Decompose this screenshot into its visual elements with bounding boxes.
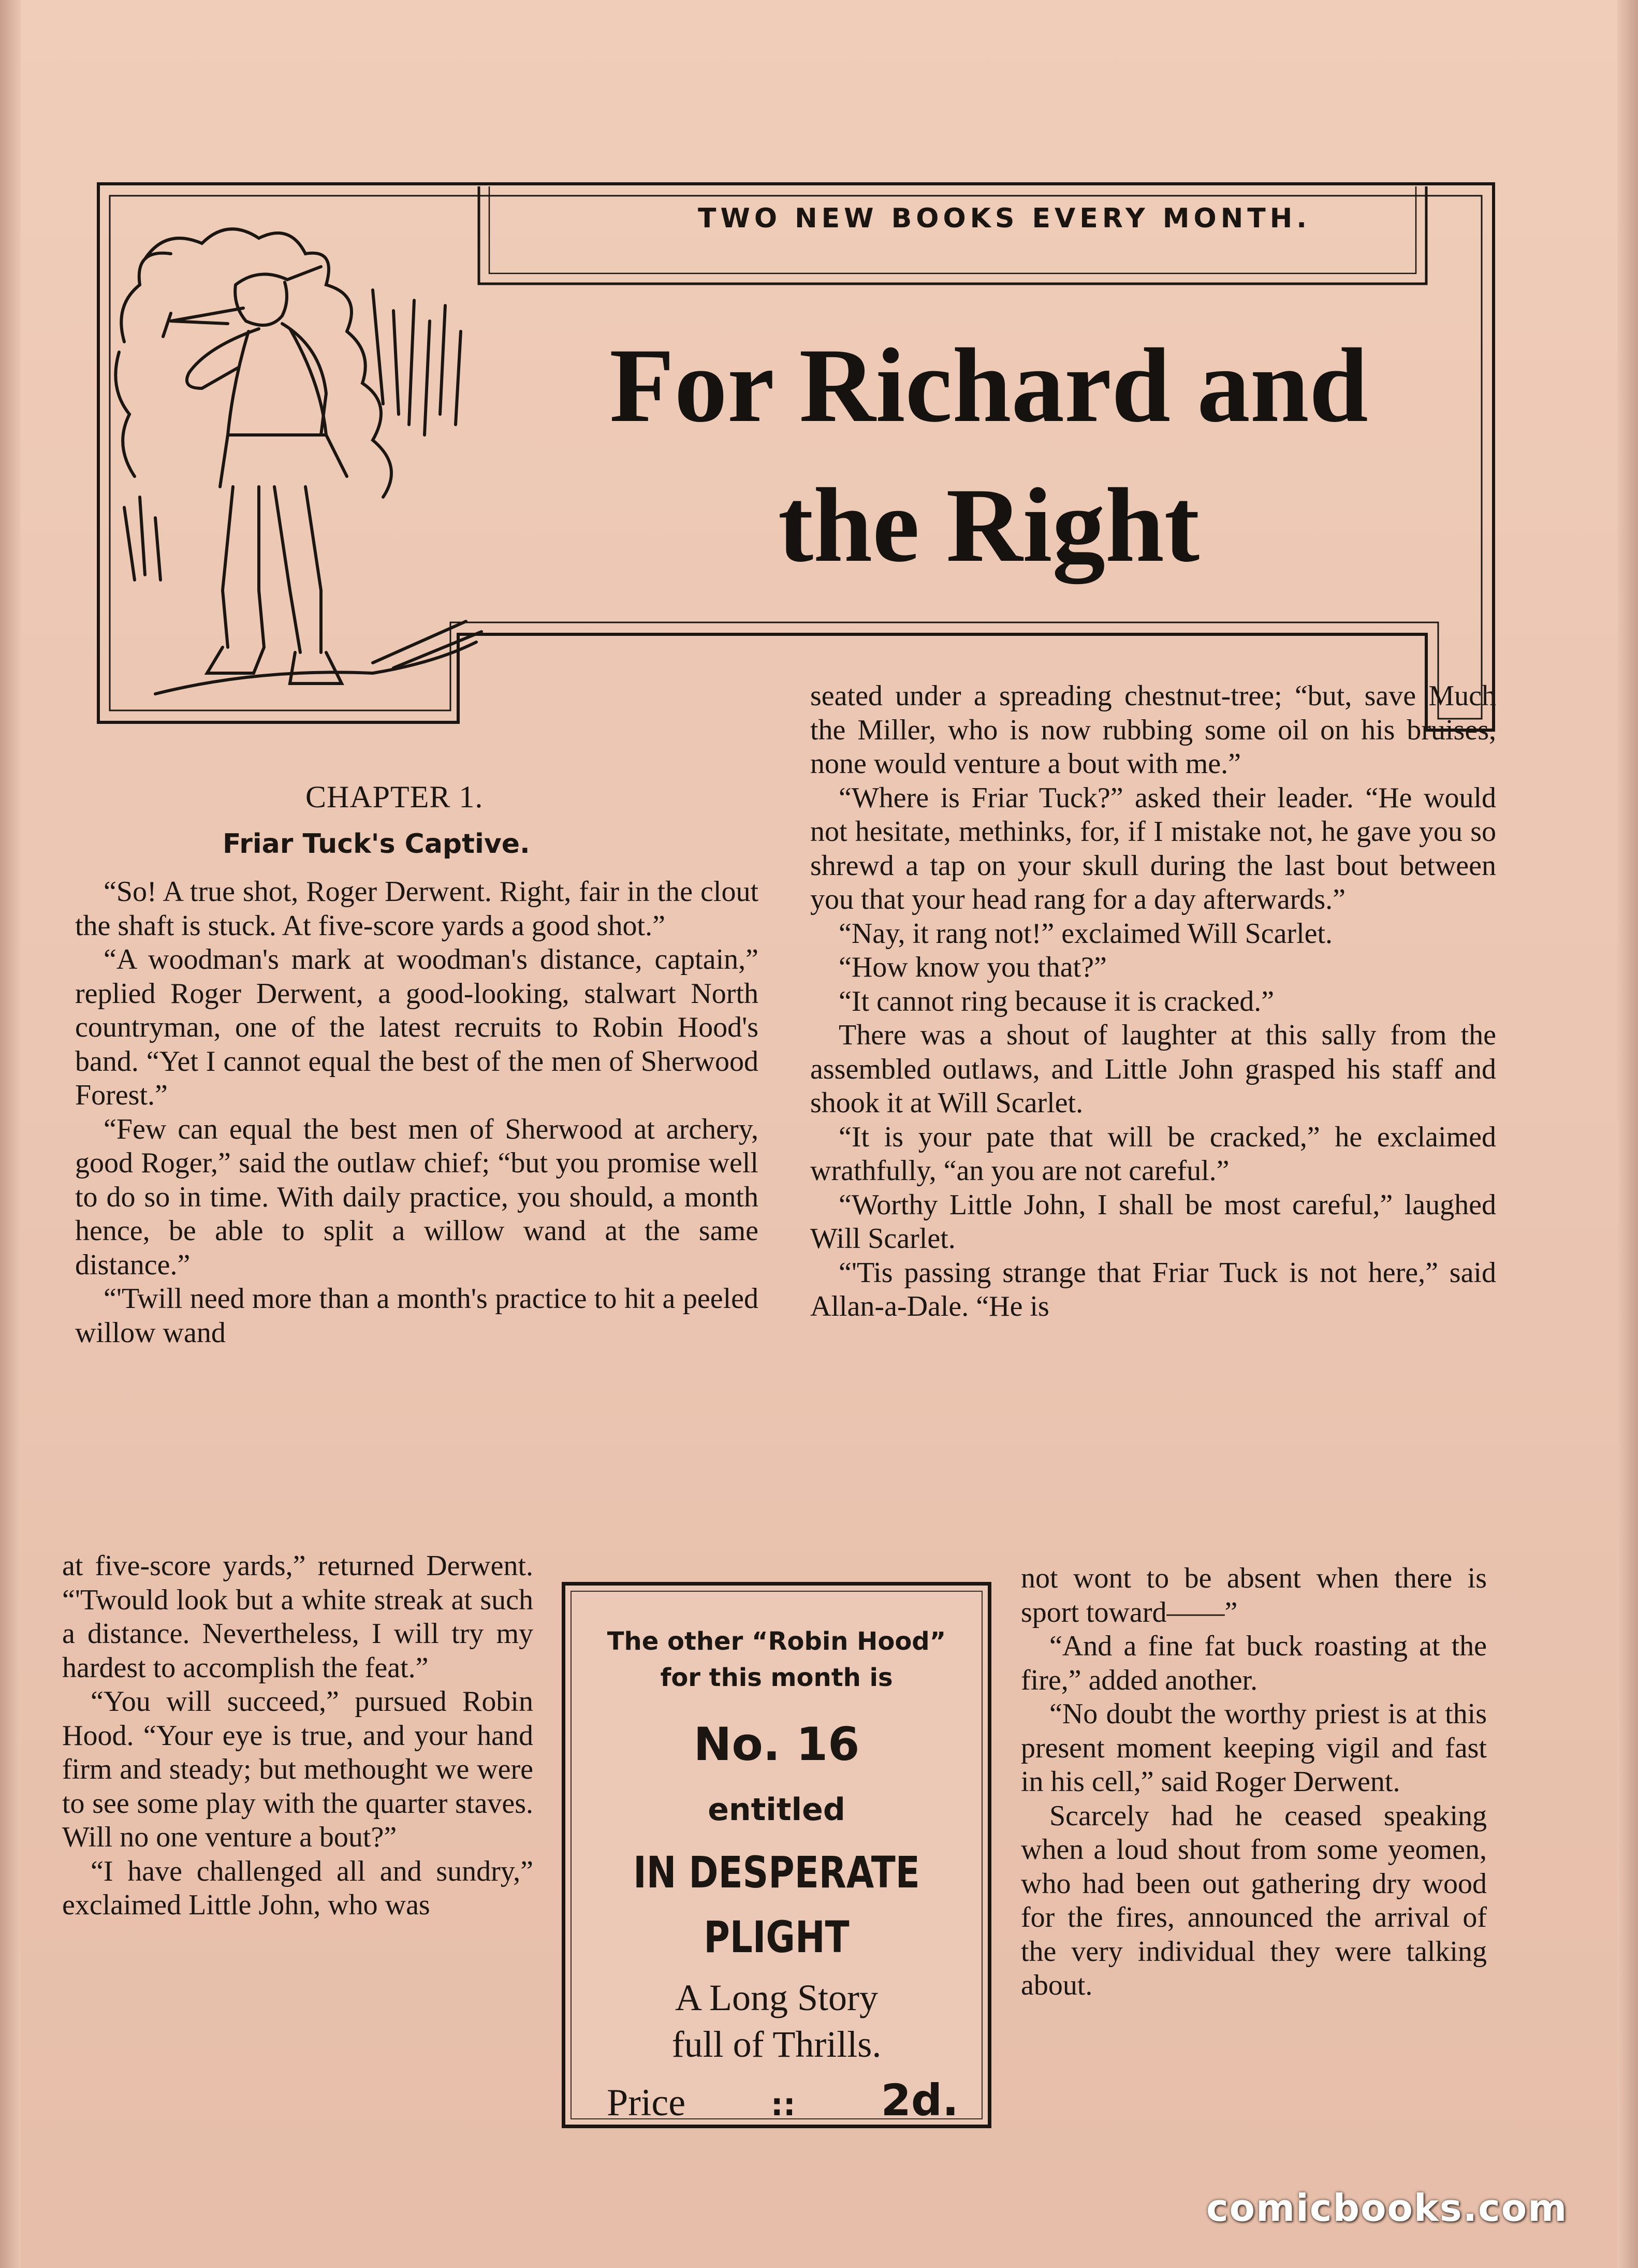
- paragraph: “Nay, it rang not!” exclaimed Will Scarlet.: [839, 917, 1333, 950]
- header-banner: TWO NEW BOOKS EVERY MONTH.: [698, 203, 1311, 234]
- paragraph: “How know you that?”: [839, 951, 1107, 983]
- page-edge-left: [0, 0, 21, 2268]
- paragraph: There was a shout of laughter at this sally from the assembled outlaws, and Little John grasped his staff and shook it at Will Scarlet.: [810, 1019, 1496, 1119]
- story-title-line-2: the Right: [778, 467, 1200, 584]
- text-column-left-bottom: [62, 1549, 533, 1923]
- ad-title-line-1: IN DESPERATE: [633, 1847, 920, 1898]
- page-edge-right: [1617, 0, 1638, 2268]
- ad-price-value: 2d.: [881, 2075, 959, 2126]
- ad-line-1: The other “Robin Hood”: [607, 1627, 946, 1656]
- paragraph: “It is your pate that will be cracked,” he exclaimed wrathfully, “an you are not careful.”: [810, 1121, 1496, 1187]
- text-column-left-top: [75, 875, 758, 1350]
- chapter-number: CHAPTER 1.: [305, 780, 484, 814]
- chapter-title: Friar Tuck's Captive.: [223, 828, 530, 860]
- paragraph: “A woodman's mark at woodman's distance, captain,” replied Roger Derwent, a good-looking, stalwart North countryman, one of the latest recruits to Robin Hood's band. “Yet I cannot equal the best of the men of Sherwood Forest.”: [75, 943, 758, 1111]
- ad-issue-number: No. 16: [693, 1718, 860, 1771]
- next-issue-ad-box: [562, 1582, 991, 2128]
- paragraph: seated under a spreading chestnut-tree; “but, save Much the Miller, who is now rubbing some oil on his bruises, none would venture a bout with me.”: [810, 680, 1496, 780]
- story-title-line-1: For Richard and: [609, 327, 1368, 444]
- paragraph: “Worthy Little John, I shall be most careful,” laughed Will Scarlet.: [810, 1188, 1496, 1255]
- ad-price-separator: ::: [770, 2087, 796, 2123]
- paragraph: “You will succeed,” pursued Robin Hood. “Your eye is true, and your hand firm and steady; but methought we were to see some play with the quarter staves. Will no one venture a bout?”: [62, 1685, 533, 1853]
- ad-price-label: Price: [607, 2082, 686, 2124]
- paragraph: “'Tis passing strange that Friar Tuck is not here,” said Allan-a-Dale. “He is: [810, 1256, 1496, 1322]
- ad-tagline-2: full of Thrills.: [671, 2024, 882, 2065]
- paragraph: “Few can equal the best men of Sherwood at archery, good Roger,” said the outlaw chief; “but you promise well to do so in time. With daily practice, you should, a month hence, be able to split a willow wand at the same distance.”: [75, 1113, 758, 1281]
- paragraph: not wont to be absent when there is sport toward——”: [1021, 1562, 1487, 1629]
- paragraph: “I have challenged all and sundry,” exclaimed Little John, who was: [62, 1855, 533, 1921]
- text-column-right-bottom: [1021, 1562, 1487, 2003]
- paragraph: “No doubt the worthy priest is at this present moment keeping vigil and fast in his cell,” said Roger Derwent.: [1021, 1698, 1487, 1798]
- ad-entitled: entitled: [708, 1792, 845, 1828]
- paragraph: at five-score yards,” returned Derwent. “'Twould look but a white streak at such a distance. Nevertheless, I will try my hardest to accomplish the feat.”: [62, 1550, 533, 1684]
- paragraph: “So! A true shot, Roger Derwent. Right, fair in the clout the shaft is stuck. At five-score yards a good shot.”: [75, 876, 758, 942]
- paragraph: “Where is Friar Tuck?” asked their leader. “He would not hesitate, methinks, for, if I mistake not, he gave you so shrewd a tap on your skull during the last bout between you that your head rang for a day afterwards.”: [810, 781, 1496, 915]
- paragraph: “It cannot ring because it is cracked.”: [839, 985, 1275, 1017]
- robin-hood-illustration: [104, 217, 497, 715]
- text-column-right-top: [810, 679, 1496, 1324]
- ad-title-line-2: PLIGHT: [704, 1912, 850, 1962]
- site-watermark: comicbooks.com: [1206, 2186, 1568, 2230]
- ad-tagline-1: A Long Story: [675, 1977, 879, 2018]
- paragraph: “And a fine fat buck roasting at the fire,” added another.: [1021, 1630, 1487, 1696]
- paragraph: Scarcely had he ceased speaking when a loud shout from some yeomen, who had been out gathering dry wood for the fires, announced the arrival of the very individual they were talking about.: [1021, 1799, 1487, 2001]
- paragraph: “'Twill need more than a month's practice to hit a peeled willow wand: [75, 1283, 758, 1349]
- ad-price-row: [607, 2075, 959, 2126]
- ad-line-2: for this month is: [660, 1663, 893, 1692]
